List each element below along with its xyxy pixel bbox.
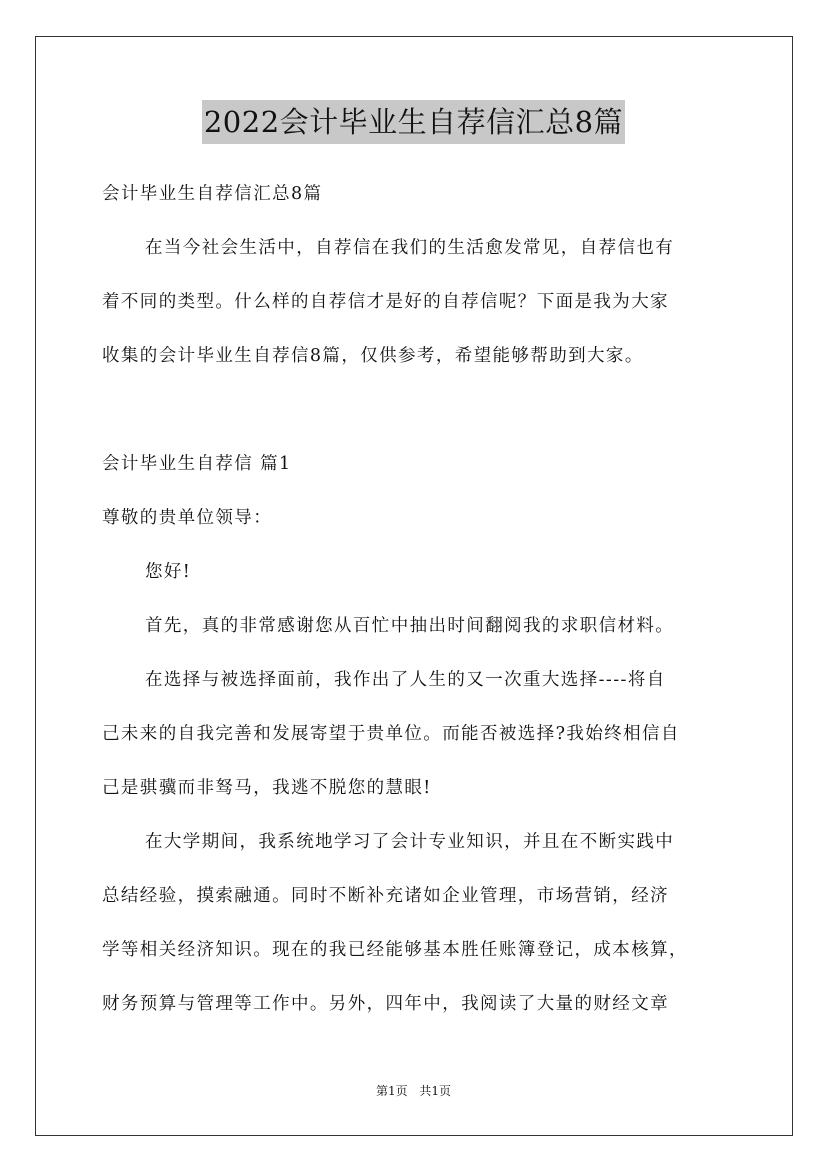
body-line: 在大学期间，我系统地学习了会计专业知识，并且在不断实践中 — [145, 832, 675, 852]
intro-line: 在当今社会生活中，自荐信在我们的生活愈发常见，自荐信也有 — [145, 238, 675, 258]
salutation: 尊敬的贵单位领导： — [102, 508, 273, 528]
greeting: 您好! — [145, 562, 192, 582]
body-line: 财务预算与管理等工作中。另外，四年中，我阅读了大量的财经文章 — [102, 994, 669, 1014]
subtitle-line: 会计毕业生自荐信汇总8篇 — [102, 184, 323, 204]
body-line: 总结经验，摸索融通。同时不断补充诸如企业管理，市场营销，经济 — [102, 886, 669, 906]
body-line: 在选择与被选择面前，我作出了人生的又一次重大选择----将自 — [145, 670, 666, 690]
body-line: 首先，真的非常感谢您从百忙中抽出时间翻阅我的求职信材料。 — [145, 616, 675, 636]
document-title — [0, 100, 827, 144]
page-total: 共1页 — [419, 1084, 452, 1098]
page-footer — [0, 1083, 827, 1099]
page-number: 第1页 — [375, 1084, 408, 1098]
body-line: 己是骐骥而非驽马，我逃不脱您的慧眼! — [102, 778, 432, 798]
intro-line: 着不同的类型。什么样的自荐信才是好的自荐信呢？下面是我为大家 — [102, 292, 669, 312]
body-line: 学等相关经济知识。现在的我已经能够基本胜任账簿登记，成本核算， — [102, 940, 688, 960]
intro-line: 收集的会计毕业生自荐信8篇，仅供参考，希望能够帮助到大家。 — [102, 346, 644, 366]
document-title-text: 2022会计毕业生自荐信汇总8篇 — [202, 100, 625, 144]
section-heading: 会计毕业生自荐信 篇1 — [102, 454, 292, 474]
body-line: 己未来的自我完善和发展寄望于贵单位。而能否被选择?我始终相信自 — [102, 724, 680, 744]
